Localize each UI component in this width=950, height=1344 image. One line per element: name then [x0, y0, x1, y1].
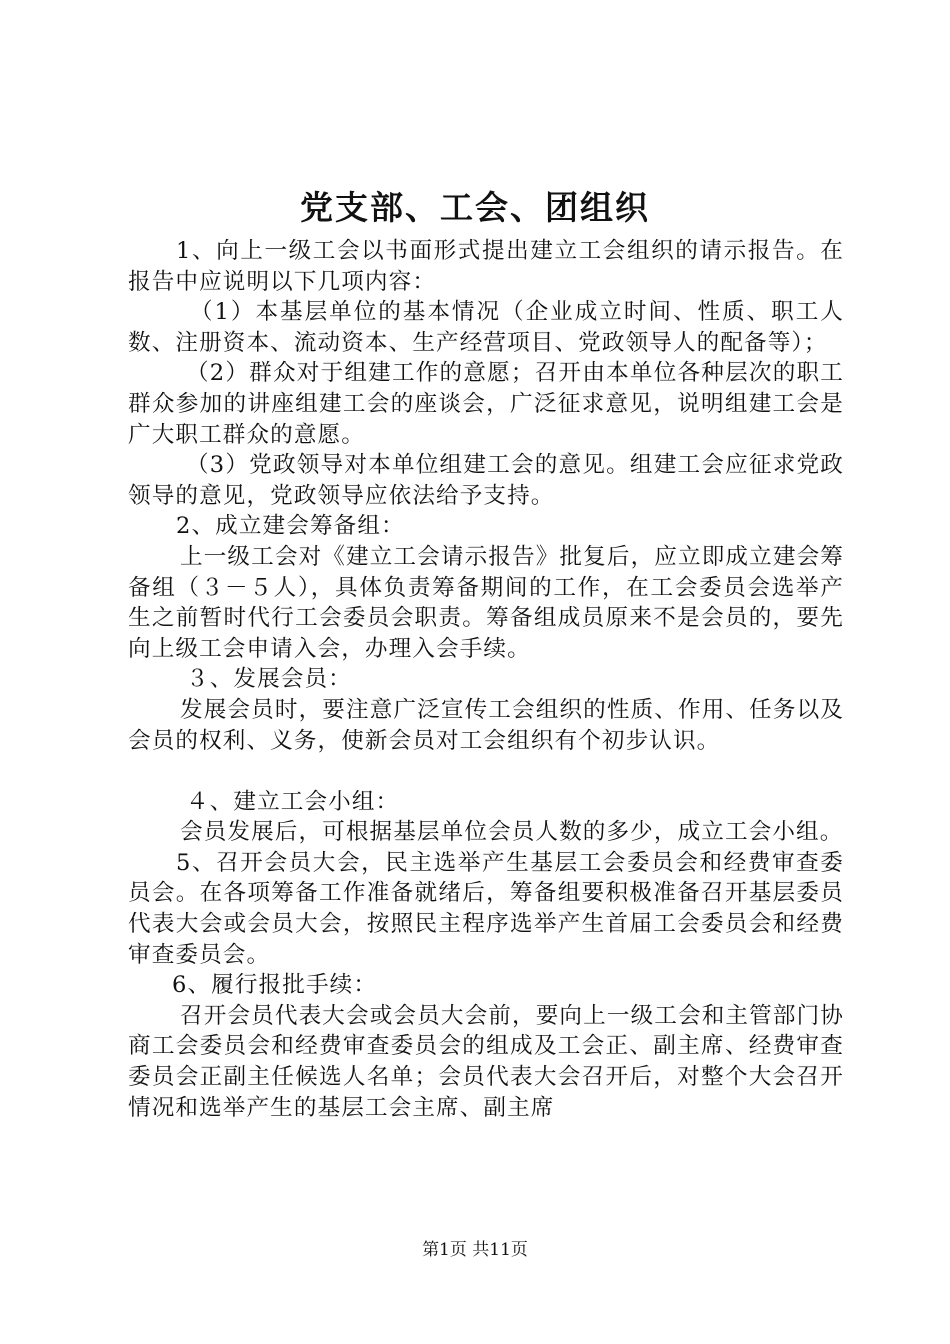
- paragraph-5: 2、成立建会筹备组：: [176, 513, 405, 540]
- paragraph-9: ４、建立工会小组：: [186, 788, 400, 815]
- page-number: 第1页 共11页: [422, 1240, 528, 1260]
- paragraph-2: （1）本基层单位的基本情况（企业成立时间、性质、职工人数、注册资本、流动资本、生产经营项目、党政领导人的配备等）；: [128, 299, 844, 356]
- paragraph-7: ３、发展会员：: [186, 666, 352, 693]
- blank-line: [128, 756, 844, 787]
- document-body: [128, 236, 844, 1123]
- paragraph-10: 会员发展后，可根据基层单位会员人数的多少，成立工会小组。: [180, 819, 844, 846]
- paragraph-13: 召开会员代表大会或会员大会前，要向上一级工会和主管部门协商工会委员会和经费审查委员会的组成及工会正、副主席、经费审查委员会正副主任候选人名单；会员代表大会召开后，对整个大会召开情况和选举产生的基层工会主席、副主席: [128, 1002, 844, 1121]
- paragraph-1: 1、向上一级工会以书面形式提出建立工会组织的请示报告。在报告中应说明以下几项内容：: [128, 238, 844, 295]
- paragraph-11: 5、召开会员大会，民主选举产生基层工会委员会和经费审查委员会。在各项筹备工作准备就绪后，筹备组要积极准备召开基层委员代表大会或会员大会，按照民主程序选举产生首届工会委员会和经费审查委员会。: [128, 849, 844, 968]
- paragraph-4: （3）党政领导对本单位组建工会的意见。组建工会应征求党政领导的意见，党政领导应依法给予支持。: [128, 452, 844, 509]
- paragraph-3: （2）群众对于组建工作的意愿；召开由本单位各种层次的职工群众参加的讲座组建工会的座谈会，广泛征求意见，说明组建工会是广大职工群众的意愿。: [128, 360, 844, 448]
- page-title: 党支部、工会、团组织: [300, 188, 650, 227]
- paragraph-8: 发展会员时，要注意广泛宣传工会组织的性质、作用、任务以及会员的权利、义务，使新会员对工会组织有个初步认识。: [128, 696, 844, 754]
- paragraph-6: 上一级工会对《建立工会请示报告》批复后，应立即成立建会筹备组（３－５人），具体负责筹备期间的工作，在工会委员会选举产生之前暂时代行工会委员会职责。筹备组成员原来不是会员的，要先向上级工会申请入会，办理入会手续。: [128, 543, 844, 662]
- paragraph-12: 6、履行报批手续：: [172, 972, 378, 999]
